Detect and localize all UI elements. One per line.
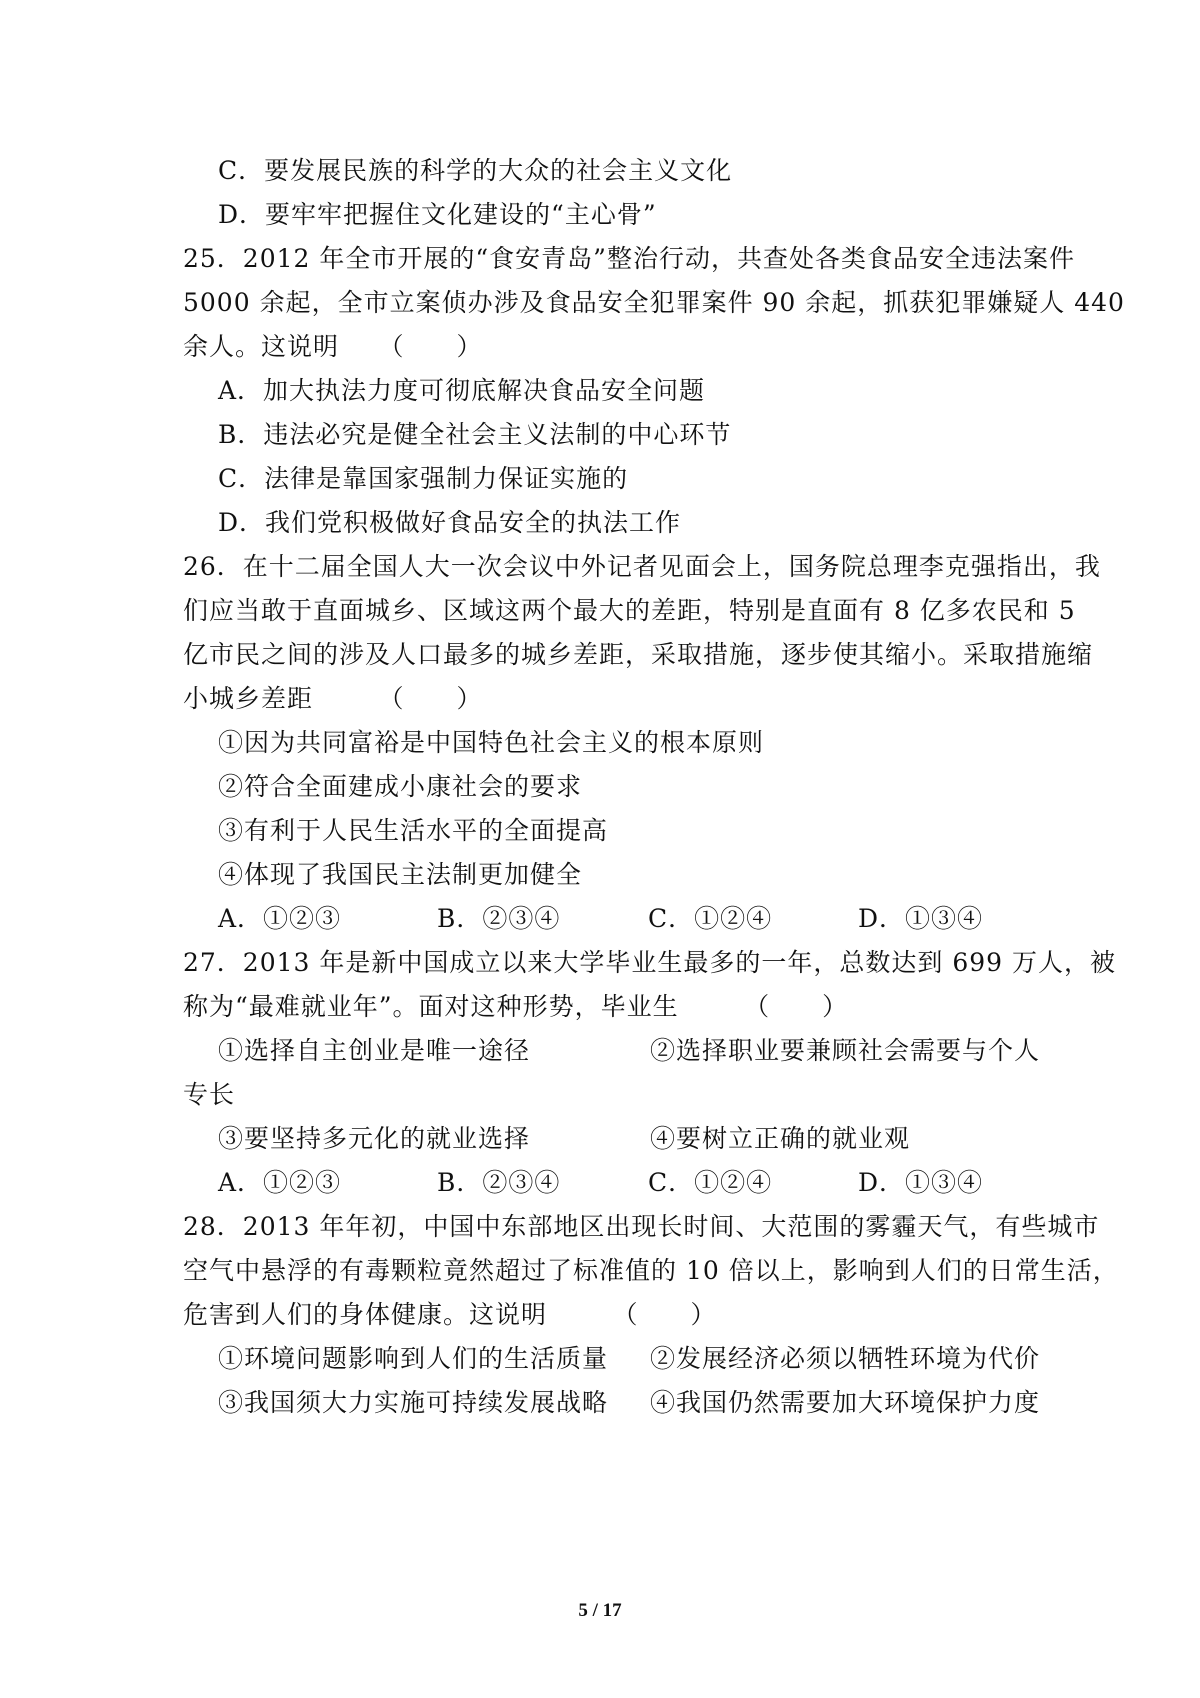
q28-item-4: ④我国仍然需要加大环境保护力度 [650,1388,1041,1417]
q27-choice-c: C．①②④ [648,1168,773,1197]
q27-item-2: ②选择职业要兼顾社会需要与个人 [650,1036,1041,1065]
q24-option-c: C．要发展民族的科学的大众的社会主义文化 [218,156,733,185]
q26-choice-a: A．①②③ [218,904,342,933]
q27-stem-line-2: 称为“最难就业年”。面对这种形势，毕业生 （ ） [183,992,849,1021]
q26-stem-line-4: 小城乡差距 （ ） [183,684,483,713]
q27-item-4: ④要树立正确的就业观 [650,1124,911,1153]
q26-stem-line-2: 们应当敢于直面城乡、区域这两个最大的差距，特别是直面有 8 亿多农民和 5 [183,596,1076,625]
q26-choice-d: D．①③④ [858,904,984,933]
q26-stem-line-3: 亿市民之间的涉及人口最多的城乡差距，采取措施，逐步使其缩小。采取措施缩 [183,640,1094,669]
q25-stem-line-3: 余人。这说明 （ ） [183,332,483,361]
page-number: 5 / 17 [578,1600,622,1621]
q27-stem-line-1: 27．2013 年是新中国成立以来大学毕业生最多的一年，总数达到 699 万人，被 [183,948,1116,977]
q24-option-d: D．要牢牢把握住文化建设的“主心骨” [218,200,657,229]
q26-item-3: ③有利于人民生活水平的全面提高 [218,816,609,845]
q28-stem-line-2: 空气中悬浮的有毒颗粒竟然超过了标准值的 10 倍以上，影响到人们的日常生活， [183,1256,1119,1285]
q25-option-b: B．违法必究是健全社会主义法制的中心环节 [218,420,732,449]
q26-item-2: ②符合全面建成小康社会的要求 [218,772,583,801]
q25-option-c: C．法律是靠国家强制力保证实施的 [218,464,629,493]
q27-item-2-continued: 专长 [183,1080,236,1109]
q26-stem-line-1: 26．在十二届全国人大一次会议中外记者见面会上，国务院总理李克强指出，我 [183,552,1101,581]
q26-item-4: ④体现了我国民主法制更加健全 [218,860,583,889]
q27-item-1: ①选择自主创业是唯一途径 [218,1036,531,1065]
q28-item-1: ①环境问题影响到人们的生活质量 [218,1344,609,1373]
q28-item-2: ②发展经济必须以牺牲环境为代价 [650,1344,1041,1373]
q25-option-a: A．加大执法力度可彻底解决食品安全问题 [218,376,706,405]
q27-item-3: ③要坚持多元化的就业选择 [218,1124,531,1153]
q25-stem-line-1: 25．2012 年全市开展的“食安青岛”整治行动，共查处各类食品安全违法案件 [183,244,1075,273]
q27-choice-a: A．①②③ [218,1168,342,1197]
q25-stem-line-2: 5000 余起，全市立案侦办涉及食品安全犯罪案件 90 余起，抓获犯罪嫌疑人 440 [183,288,1125,317]
q25-option-d: D．我们党积极做好食品安全的执法工作 [218,508,682,537]
q28-item-3: ③我国须大力实施可持续发展战略 [218,1388,609,1417]
q28-stem-line-1: 28．2013 年年初，中国中东部地区出现长时间、大范围的雾霾天气，有些城市 [183,1212,1100,1241]
q26-choice-c: C．①②④ [648,904,773,933]
q26-choice-b: B．②③④ [437,904,561,933]
q27-choice-d: D．①③④ [858,1168,984,1197]
q27-choice-b: B．②③④ [437,1168,561,1197]
q28-stem-line-3: 危害到人们的身体健康。这说明 （ ） [183,1300,717,1329]
q26-item-1: ①因为共同富裕是中国特色社会主义的根本原则 [218,728,765,757]
